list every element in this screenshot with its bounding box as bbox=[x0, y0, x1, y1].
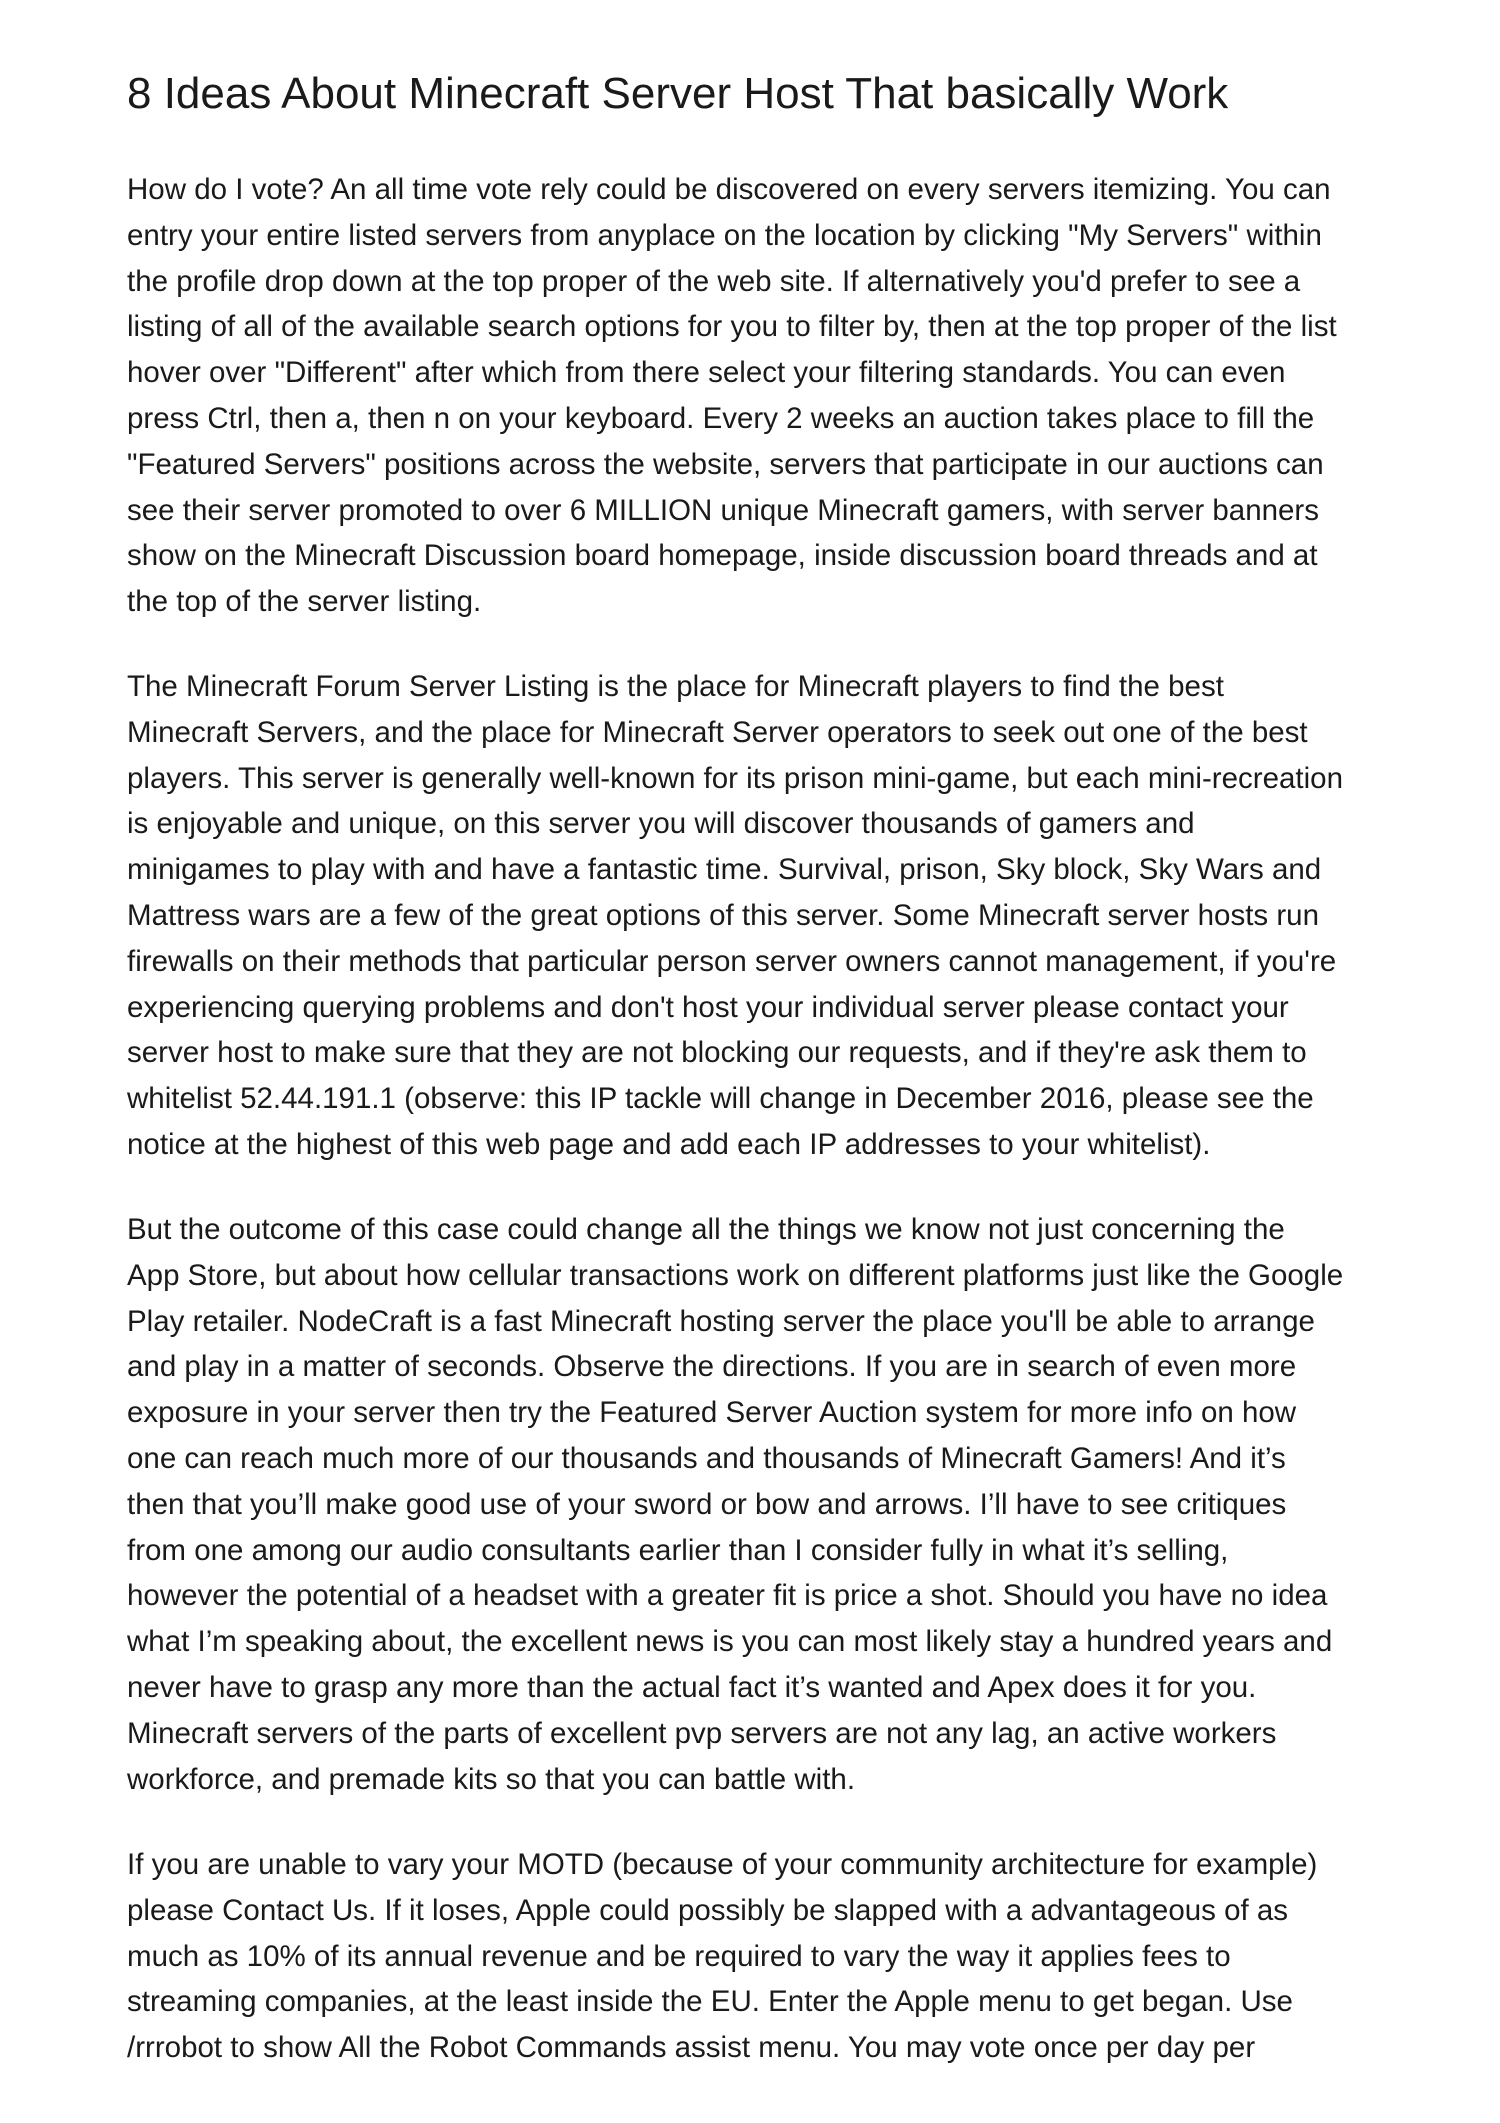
document-title: 8 Ideas About Minecraft Server Host That basically Work bbox=[127, 69, 1229, 118]
text-line: players. This server is generally well-known for its prison mini-game, but each mini-recreation bbox=[127, 761, 1343, 795]
text-line: /rrrobot to show All the Robot Commands assist menu. You may vote once per day per bbox=[127, 2031, 1256, 2065]
text-line: If you are unable to vary your MOTD (because of your community architecture for example) bbox=[127, 1848, 1318, 1881]
text-line: minigames to play with and have a fantastic time. Survival, prison, Sky block, Sky Wars and bbox=[127, 853, 1322, 887]
text-line: and play in a matter of seconds. Observe the directions. If you are in search of even more bbox=[127, 1350, 1297, 1384]
text-line: exposure in your server then try the Featured Server Auction system for more info on how bbox=[127, 1396, 1297, 1430]
text-line: How do I vote? An all time vote rely could be discovered on every servers itemizing. You can bbox=[127, 173, 1331, 206]
text-line: what I’m speaking about, the excellent news is you can most likely stay a hundred years and bbox=[127, 1625, 1333, 1659]
text-line: experiencing querying problems and don't host your individual server please contact your bbox=[127, 990, 1289, 1024]
text-line: workforce, and premade kits so that you can battle with. bbox=[127, 1762, 856, 1796]
text-line: The Minecraft Forum Server Listing is the place for Minecraft players to find the best bbox=[127, 670, 1224, 703]
text-line: is enjoyable and unique, on this server you will discover thousands of gamers and bbox=[127, 807, 1195, 841]
text-line: please Contact Us. If it loses, Apple could possibly be slapped with a advantageous of as bbox=[127, 1893, 1289, 1927]
text-line: App Store, but about how cellular transactions work on different platforms just like the Google bbox=[127, 1258, 1344, 1292]
text-line: Play retailer. NodeCraft is a fast Minecraft hosting server the place you'll be able to arrange bbox=[127, 1304, 1315, 1338]
text-line: But the outcome of this case could change all the things we know not just concerning the bbox=[127, 1213, 1285, 1246]
text-line: streaming companies, at the least inside the EU. Enter the Apple menu to get began. Use bbox=[127, 1985, 1293, 2019]
text-line: whitelist 52.44.191.1 (observe: this IP tackle will change in December 2016, please see the bbox=[127, 1082, 1314, 1116]
text-line: never have to grasp any more than the actual fact it’s wanted and Apex does it for you. bbox=[127, 1670, 1257, 1704]
text-line: from one among our audio consultants earlier than I consider fully in what it’s selling, bbox=[127, 1533, 1229, 1567]
text-line: hover over "Different" after which from there select your filtering standards. You can even bbox=[127, 356, 1286, 390]
text-line: server host to make sure that they are not blocking our requests, and if they're ask them to bbox=[127, 1036, 1307, 1070]
text-line: listing of all of the available search options for you to filter by, then at the top proper of the list bbox=[127, 310, 1337, 344]
text-line: entry your entire listed servers from anyplace on the location by clicking "My Servers" within bbox=[127, 218, 1322, 252]
paragraph-2 bbox=[127, 664, 1389, 1168]
text-line: the top of the server listing. bbox=[127, 585, 482, 619]
paragraph-1 bbox=[127, 167, 1389, 625]
text-line: one can reach much more of our thousands and thousands of Minecraft Gamers! And it’s bbox=[127, 1441, 1286, 1475]
text-line: see their server promoted to over 6 MILLION unique Minecraft gamers, with server banners bbox=[127, 493, 1319, 527]
text-line: Minecraft Servers, and the place for Minecraft Server operators to seek out one of the best bbox=[127, 715, 1308, 749]
text-line: "Featured Servers" positions across the website, servers that participate in our auctions can bbox=[127, 447, 1324, 481]
text-line: much as 10% of its annual revenue and be required to vary the way it applies fees to bbox=[127, 1939, 1231, 1973]
text-line: Mattress wars are a few of the great options of this server. Some Minecraft server hosts run bbox=[127, 898, 1319, 932]
text-line: Minecraft servers of the parts of excellent pvp servers are not any lag, an active workers bbox=[127, 1716, 1277, 1750]
text-line: notice at the highest of this web page and add each IP addresses to your whitelist). bbox=[127, 1127, 1211, 1161]
text-line: firewalls on their methods that particular person server owners cannot management, if you're bbox=[127, 944, 1337, 978]
text-line: show on the Minecraft Discussion board homepage, inside discussion board threads and at bbox=[127, 539, 1318, 573]
paragraph-4 bbox=[127, 1842, 1389, 2071]
text-line: the profile drop down at the top proper of the web site. If alternatively you'd prefer to see a bbox=[127, 264, 1301, 298]
text-line: however the potential of a headset with a greater fit is price a shot. Should you have no idea bbox=[127, 1579, 1328, 1613]
text-line: press Ctrl, then a, then n on your keyboard. Every 2 weeks an auction takes place to fill the bbox=[127, 401, 1315, 435]
text-line: then that you’ll make good use of your sword or bow and arrows. I’ll have to see critiques bbox=[127, 1487, 1287, 1521]
paragraph-3 bbox=[127, 1207, 1389, 1802]
